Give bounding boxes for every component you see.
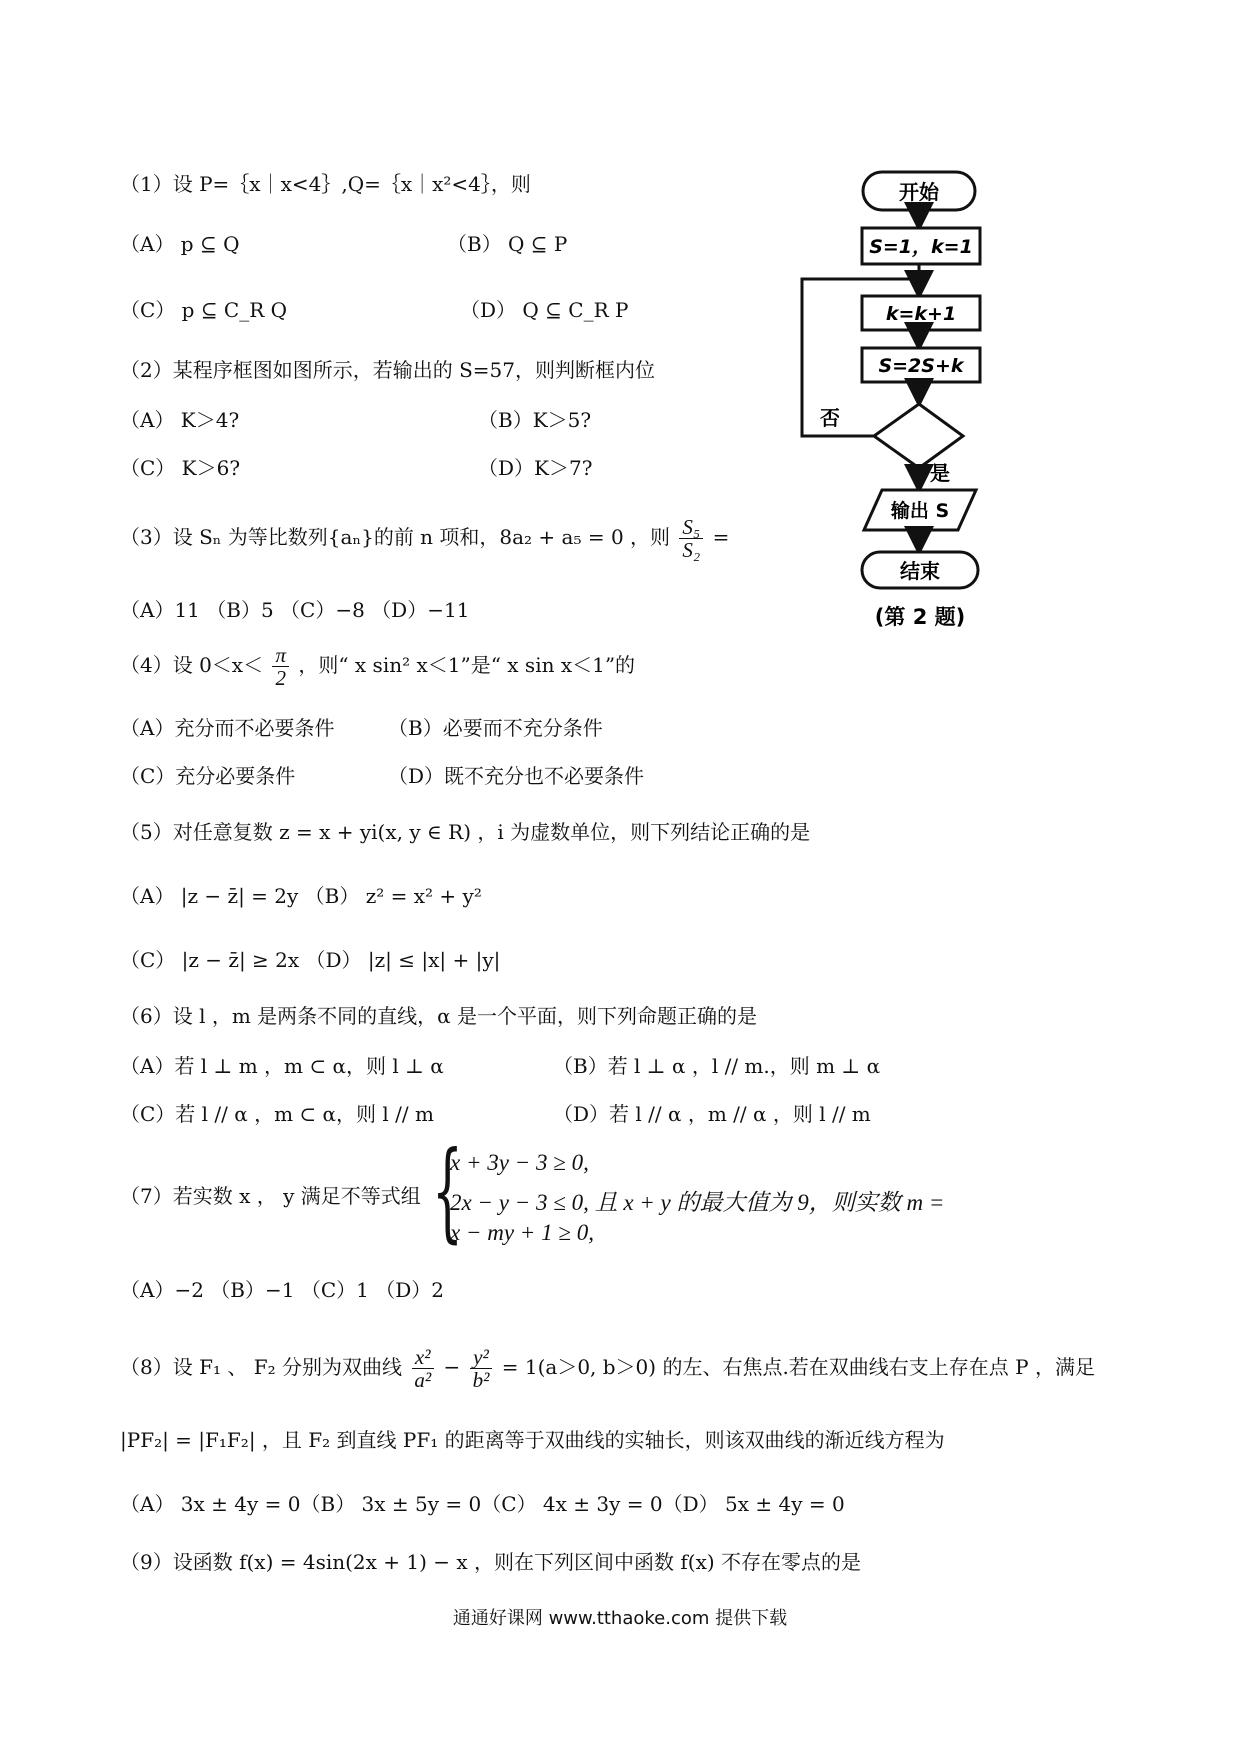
q4-choice-a: （A）充分而不必要条件 (120, 716, 335, 740)
q2-choice-b: （B）K＞5? (478, 408, 592, 432)
q1-choice-a: （A） p ⊆ Q (120, 232, 240, 256)
q8-frac1-den: a² (414, 1368, 432, 1393)
flowchart-decision-diamond (874, 404, 963, 468)
q6-choice-c: （C）若 l // α ，m ⊂ α，则 l // m (120, 1102, 434, 1126)
q4-choice-b: （B）必要而不充分条件 (388, 716, 603, 740)
q6-choice-a: （A）若 l ⊥ m ，m ⊂ α，则 l ⊥ α (120, 1054, 444, 1078)
q8-stem (120, 1346, 1095, 1391)
q8-fraction-y (470, 1346, 493, 1391)
q4-stem-rest: ，则“ x sin² x＜1”是“ x sin x＜1”的 (298, 653, 636, 678)
q8-fraction-x (411, 1346, 434, 1391)
flowchart-start-label: 开始 (899, 180, 939, 204)
flowchart-end-label: 结束 (900, 559, 940, 583)
q6-stem: （6）设 l ，m 是两条不同的直线，α 是一个平面，则下列命题正确的是 (120, 1004, 758, 1028)
q5-choices-cd: （C） |z − z̄| ≥ 2x （D） |z| ≤ |x| + |y| (120, 948, 501, 972)
q3-frac-den: S₂ (682, 538, 701, 563)
flowchart-init-label: S=1，k=1 (869, 236, 973, 258)
q2-stem: （2）某程序框图如图所示，若输出的 S=57，则判断框内位 (120, 358, 655, 382)
q4-frac-den: 2 (275, 666, 286, 691)
q3-choices: （A）11 （B）5 （C）−8 （D）−11 (120, 598, 470, 622)
q4-choice-c: （C）充分必要条件 (120, 764, 296, 788)
q3-stem (120, 516, 729, 561)
q6-choice-b: （B）若 l ⊥ α ，l // m.，则 m ⊥ α (553, 1054, 881, 1078)
q1-choice-d: （D） Q ⊆ C_R P (460, 298, 629, 322)
q3-stem-text: （3）设 Sₙ 为等比数列{aₙ}的前 n 项和，8a₂ + a₅ = 0 ，则 (120, 525, 671, 550)
q8-frac2-num: y² (470, 1346, 492, 1369)
q3-frac-num: S₅ (679, 516, 703, 539)
q4-stem (120, 644, 635, 689)
q7-line-3: x − my + 1 ≥ 0, (450, 1220, 594, 1245)
q1-choice-c: （C） p ⊆ C_R Q (120, 298, 288, 322)
q7-left-brace: { (432, 1129, 463, 1254)
q8-minus: − (443, 1355, 461, 1380)
q4-choice-d: （D）既不充分也不必要条件 (388, 764, 645, 788)
q8-stem-text: （8）设 F₁ 、 F₂ 分别为双曲线 (120, 1355, 402, 1380)
flowchart-step1-label: k=k+1 (885, 303, 957, 325)
q4-frac-num: π (272, 644, 289, 667)
q7-stem: （7）若实数 x ， y 满足不等式组 (120, 1184, 421, 1208)
q8-frac1-num: x² (412, 1346, 434, 1369)
q3-stem-equals: = (712, 525, 730, 550)
flowchart-yes-label: 是 (930, 461, 950, 485)
q1-choice-b: （B） Q ⊆ P (447, 232, 568, 256)
q8-condition: |PF₂| = |F₁F₂| ，且 F₂ 到直线 PF₁ 的距离等于双曲线的实轴长，则该双曲线的渐近线方程为 (120, 1428, 945, 1452)
q6-choice-d: （D）若 l // α ，m // α ，则 l // m (553, 1102, 871, 1126)
flowchart-output-label: 输出 S (890, 500, 950, 522)
flowchart-no-label: 否 (820, 406, 840, 430)
q5-choices-ab: （A） |z − z̄| = 2y （B） z² = x² + y² (120, 884, 482, 908)
flowchart-caption: (第 2 题) (874, 605, 966, 629)
q7-choices: （A）−2 （B）−1 （C）1 （D）2 (120, 1278, 444, 1302)
q7-line-1: x + 3y − 3 ≥ 0, (450, 1150, 589, 1175)
q8-stem-rest: = 1(a＞0, b＞0) 的左、右焦点.若在双曲线右支上存在点 P ，满足 (501, 1355, 1095, 1380)
q4-stem-text: （4）设 0＜x＜ (120, 653, 264, 678)
q2-choice-d: （D）K＞7? (478, 456, 593, 480)
q5-stem: （5）对任意复数 z = x + yi(x, y ∈ R) ，i 为虚数单位，则下列结论正确的是 (120, 820, 811, 844)
q1-stem: （1）设 P=｛x｜x<4｝,Q=｛x｜x²<4｝，则 (120, 172, 531, 196)
q8-frac2-den: b² (472, 1368, 490, 1393)
q2-choice-c: （C） K＞6? (120, 456, 241, 480)
flowchart-step2-label: S=2S+k (878, 355, 964, 377)
q2-choice-a: （A） K＞4? (120, 408, 240, 432)
page-footer: 通通好课网 www.tthaoke.com 提供下载 (452, 1608, 788, 1629)
flowchart-diagram (790, 160, 1010, 660)
q4-fraction (272, 644, 289, 689)
q7-line-2: 2x − y − 3 ≤ 0, 且 x + y 的最大值为 9，则实数 m = (450, 1190, 945, 1215)
q3-fraction (679, 516, 703, 561)
q9-stem: （9）设函数 f(x) = 4sin(2x + 1) − x ，则在下列区间中函数 f(x) 不存在零点的是 (120, 1550, 862, 1574)
q8-choices: （A） 3x ± 4y = 0（B） 3x ± 5y = 0（C） 4x ± 3y = 0（D） 5x ± 4y = 0 (120, 1492, 845, 1516)
